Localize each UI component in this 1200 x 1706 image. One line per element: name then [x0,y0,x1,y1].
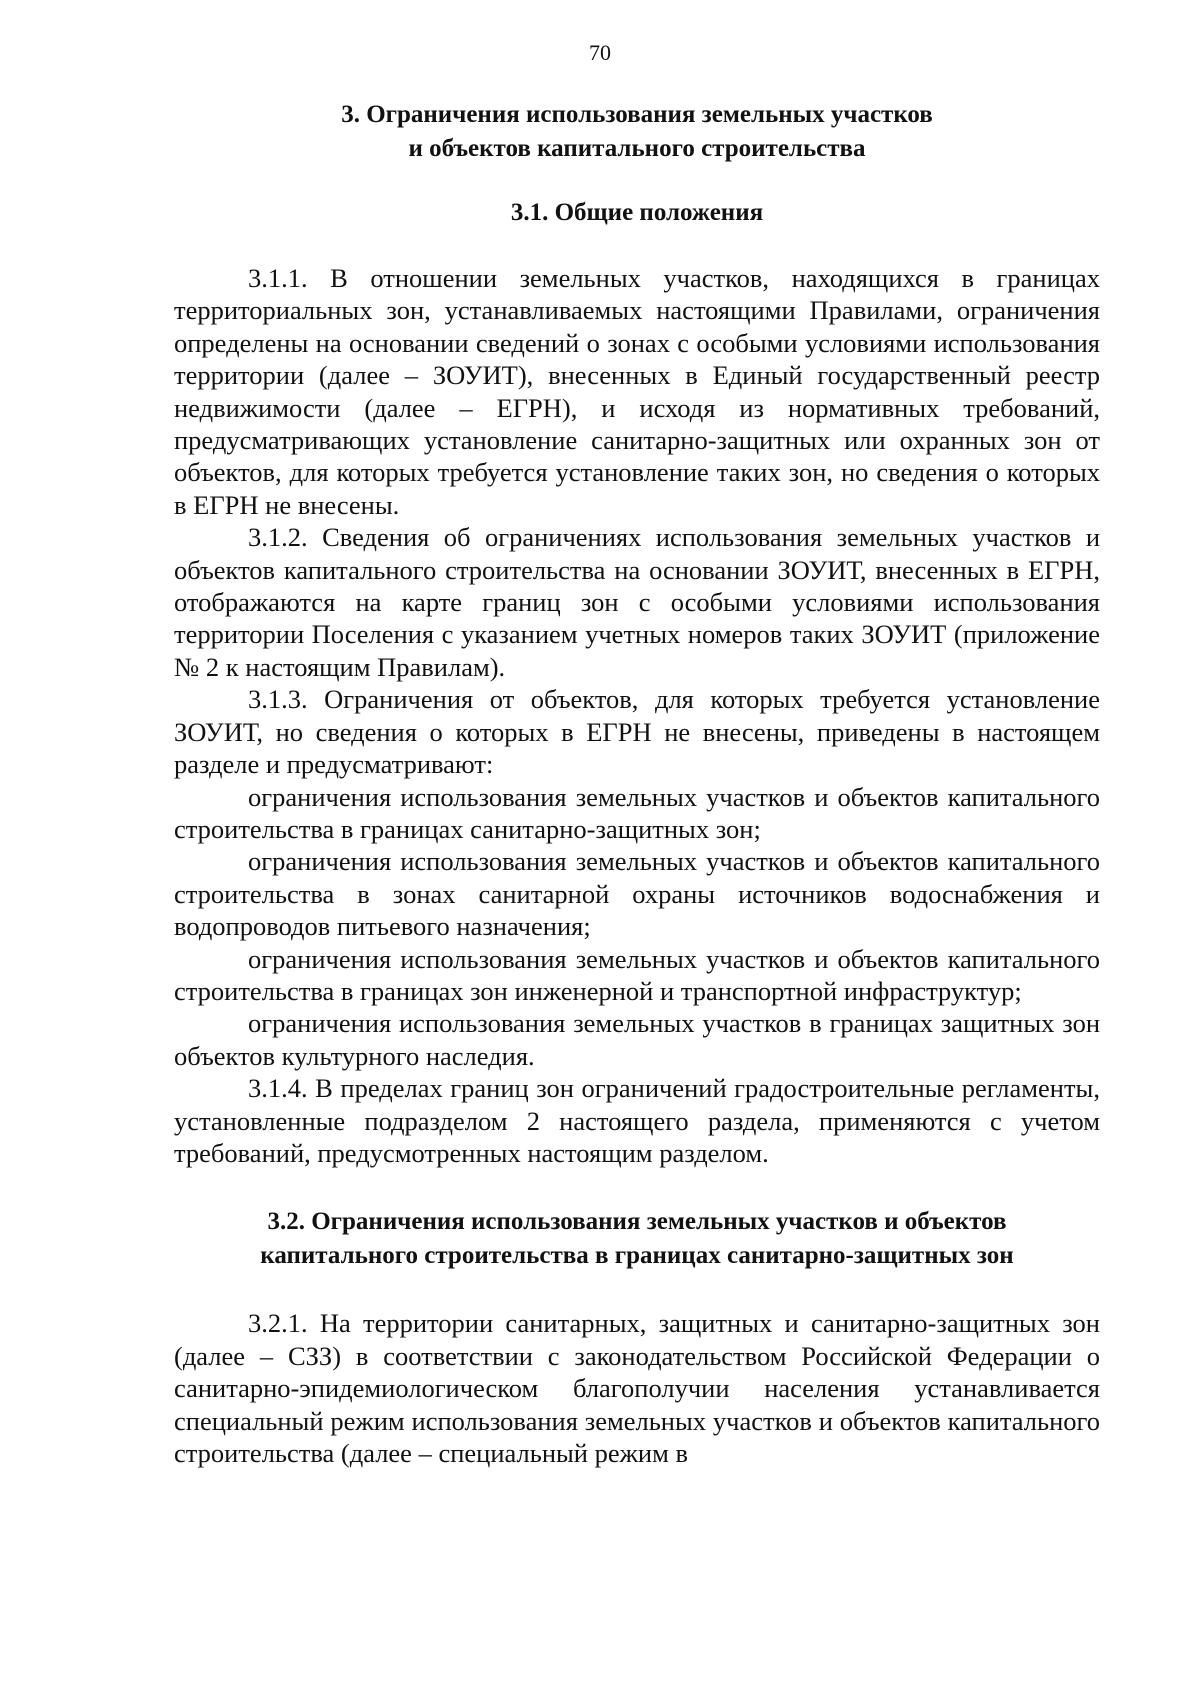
list-item-restriction-szz: ограничения использования земельных участков и объектов капитального строительства в границах санитарно-защитных зон; [174,781,1100,844]
paragraph-3-1-4: 3.1.4. В пределах границ зон ограничений градостроительные регламенты, установленные подразделом 2 настоящего раздела, применяются с учетом требований, предусмотренных настоящим разделом. [174,1073,1100,1168]
section-title-line-2: и объектов капитального строительства [408,135,866,162]
paragraph-3-1-2: 3.1.2. Сведения об ограничениях использования земельных участков и объектов капитального строительства на основании ЗОУИТ, внесенных в ЕГРН, отображаются на карте границ зон с особыми условиями использования территории Поселения с указанием учетных номеров таких ЗОУИТ (приложение № 2 к настоящим Правилам). [174,522,1100,682]
list-item-restriction-infrastructure: ограничения использования земельных участков и объектов капитального строительства в границах зон инженерной и транспортной инфраструктур; [174,943,1100,1006]
paragraph-3-2-1: 3.2.1. На территории санитарных, защитных и санитарно-защитных зон (далее – СЗЗ) в соответствии с законодательством Российской Федерации о санитарно-эпидемиологическом благополучии населения устанавливается специальный режим использования земельных участков и объектов капитального строительства (далее – специальный режим в [174,1308,1100,1468]
subsection-title-3-1: 3.1. Общие положения [510,199,764,226]
page-number: 70 [589,40,611,65]
paragraph-3-1-3: 3.1.3. Ограничения от объектов, для которых требуется установление ЗОУИТ, но сведения о которых в ЕГРН не внесены, приведены в настоящем разделе и предусматривают: [174,684,1100,780]
section-title [174,98,1100,166]
subsection-title-3-2-line-1: 3.2. Ограничения использования земельных участков и объектов [267,1208,1007,1236]
subsection-title-3-2-line-2: капитального строительства в границах санитарно-защитных зон [260,1242,1014,1270]
list-item-restriction-water: ограничения использования земельных участков и объектов капитального строительства в зонах санитарной охраны источников водоснабжения и водопроводов питьевого назначения; [174,846,1100,942]
section-title-line-1: 3. Ограничения использования земельных участков [341,101,933,128]
document-body [174,98,1100,1469]
paragraph-3-1-1: 3.1.1. В отношении земельных участков, находящихся в границах территориальных зон, устанавливаемых настоящими Правилами, ограничения определены на основании сведений о зонах с особыми условиями использования территории (далее – ЗОУИТ), внесенных в Единый государственный реестр недвижимости (далее – ЕГРН), и исходя из нормативных требований, предусматривающих установление санитарно-защитных или охранных зон от объектов, для которых требуется установление таких зон, но сведения о которых в ЕГРН не внесены. [174,263,1100,520]
subsection-title-3-2 [174,1205,1100,1273]
list-item-restriction-heritage: ограничения использования земельных участков в границах защитных зон объектов культурного наследия. [174,1008,1100,1071]
